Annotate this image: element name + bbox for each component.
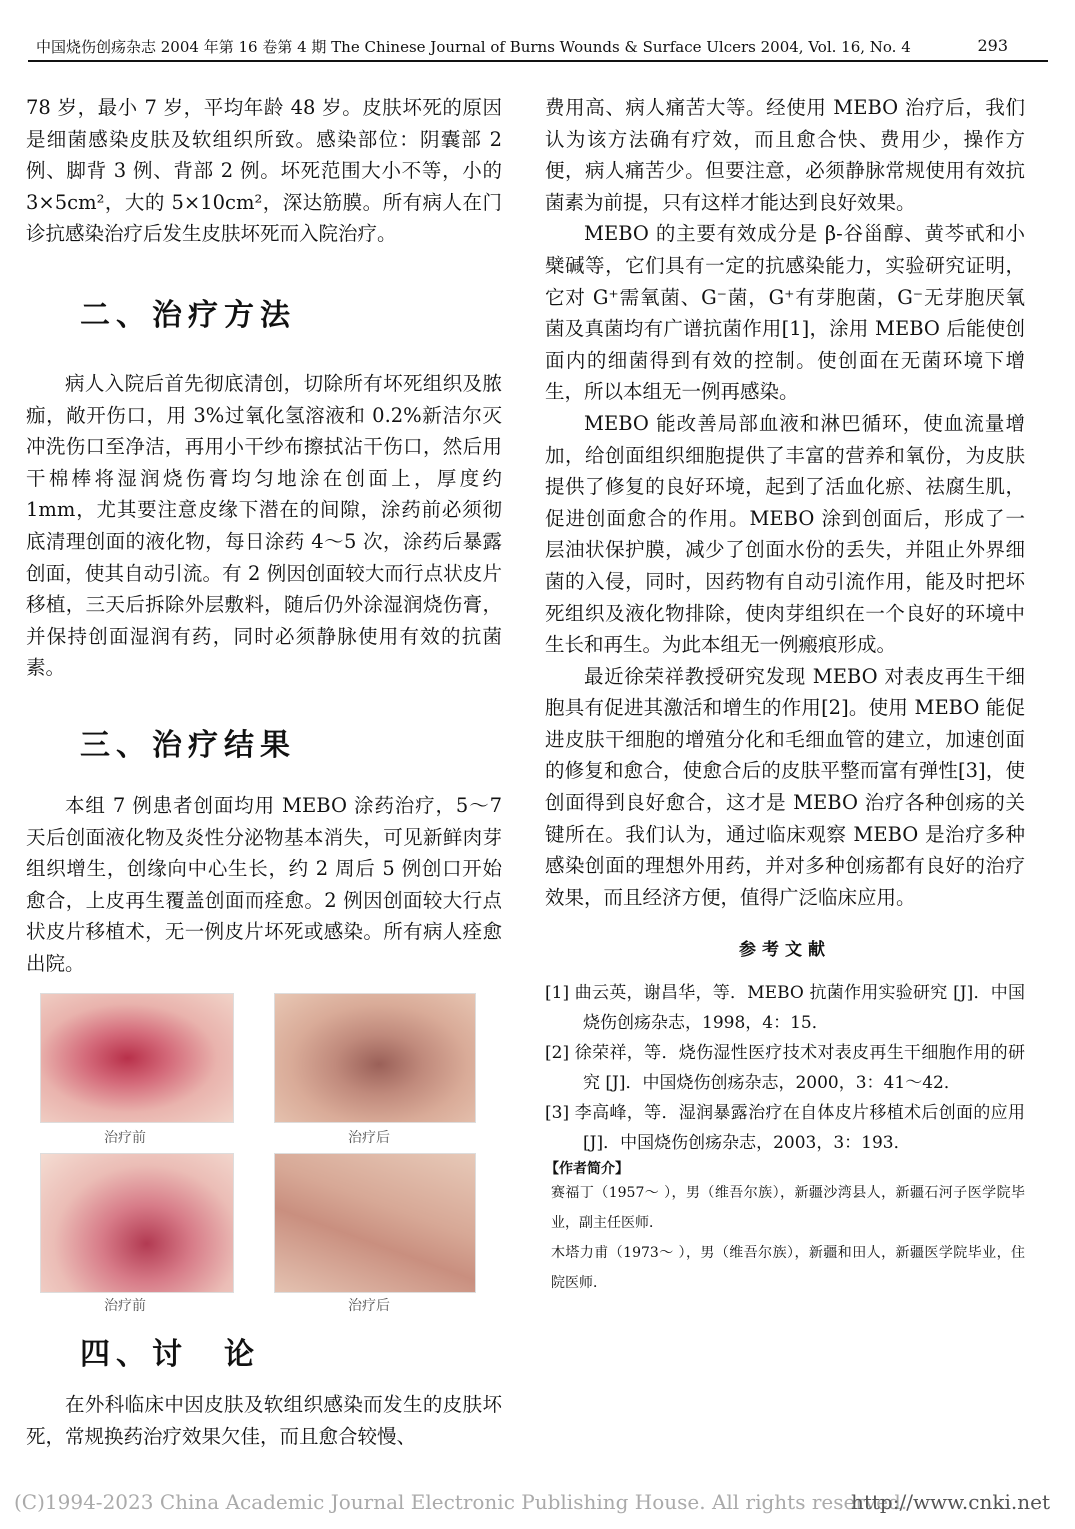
cnki-link[interactable]: http://www.cnki.net [850,1490,1050,1514]
caption-before-2: 治疗前 [104,1298,146,1315]
caption-after-1: 治疗后 [348,1130,390,1147]
section-4-paragraph: 在外科临床中因皮肤及软组织感染而发生的皮肤坏死，常规换药治疗效果欠佳，而且愈合较慢、 [26,1393,502,1449]
author-info-heading: 【作者简介】 [545,1161,629,1178]
caption-before-1: 治疗前 [104,1130,146,1147]
author-2: 木塔力甫（1973～ ），男（维吾尔族），新疆和田人，新疆医学院毕业，住院医师． [551,1245,1025,1292]
discussion-paragraph-1: 费用高、病人痛苦大等。经使用 MEBO 治疗后，我们认为该方法确有疗效，而且愈合快、费用少，操作方便，病人痛苦少。但要注意，必须静脉常规使用有效抗菌素为前提，只有这样才能达到良好效果。 [545,96,1025,214]
reference-1: [1] 曲云英，谢昌华，等．MEBO 抗菌作用实验研究 [J]．中国烧伤创疡杂志，1998，4：15． [545,983,1025,1034]
photo-before-2 [40,1153,234,1293]
section-3-paragraph: 本组 7 例患者创面均用 MEBO 涂药治疗，5～7 天后创面液化物及炎性分泌物基本消失，可见新鲜肉芽组织增生，创缘向中心生长，约 2 周后 5 例创口开始愈合，上皮再生覆盖创面而痊愈。2 例因创面较大行点状皮片移植术，无一例皮片坏死或感染。所有病人痊愈出院。 [26,793,502,975]
section-4-heading: 四、讨 论 [80,1337,260,1373]
section-3-heading: 三、治疗结果 [80,727,296,763]
reference-2: [2] 徐荣祥，等．烧伤湿性医疗技术对表皮再生干细胞作用的研究 [J]．中国烧伤创疡杂志，2000，3：41～42． [545,1043,1025,1094]
running-header [28,34,1048,62]
intro-paragraph: 78 岁，最小 7 岁，平均年龄 48 岁。皮肤坏死的原因是细菌感染皮肤及软组织所致。感染部位：阴囊部 2 例、脚背 3 例、背部 2 例。坏死范围大小不等，小的 3×5cm²，大的 5×10cm²，深达筋膜。所有病人在门诊抗感染治疗后发生皮肤坏死而入院治疗。 [26,96,502,246]
footer [14,1490,1064,1516]
references-heading: 参考文献 [739,940,831,961]
discussion-paragraph-3: MEBO 能改善局部血液和淋巴循环，使血流量增加，给创面组织细胞提供了丰富的营养和氧份，为皮肤提供了修复的良好环境，起到了活血化瘀、祛腐生肌，促进创面愈合的作用。MEBO 涂到创面后，形成了一层油状保护膜，减少了创面水份的丢失，并阻止外界细菌的入侵，同时，因药物有自动引流作用，能及时把坏死组织及液化物排除，使肉芽组织在一个良好的环境中生长和再生。为此本组无一例瘢痕形成。 [545,411,1025,657]
section-2-heading: 二、治疗方法 [80,297,296,333]
journal-citation: 中国烧伤创疡杂志 2004 年第 16 卷第 4 期 The Chinese Journal of Burns Wounds & Surface Ulcers 2004, Vol. 16, No. 4 [36,38,911,56]
caption-after-2: 治疗后 [348,1298,390,1315]
copyright-notice: (C)1994-2023 China Academic Journal Electronic Publishing House. All rights reserved. [14,1490,908,1514]
author-1: 赛福丁（1957～ ），男（维吾尔族），新疆沙湾县人，新疆石河子医学院毕业，副主任医师． [551,1185,1025,1232]
section-2-paragraph: 病人入院后首先彻底清创，切除所有坏死组织及脓痂，敞开伤口，用 3%过氧化氢溶液和 0.2%新洁尔灭冲洗伤口至净洁，再用小干纱布擦拭沾干伤口，然后用干棉棒将湿润烧伤膏均匀地涂在创面上，厚度约 1mm，尤其要注意皮缘下潜在的间隙，涂药前必须彻底清理创面的液化物，每日涂药 4～5 次，涂药后暴露创面，使其自动引流。有 2 例因创面较大而行点状皮片移植，三天后拆除外层敷料，随后仍外涂湿润烧伤膏，并保持创面湿润有药，同时必须静脉使用有效的抗菌素。 [26,371,502,680]
discussion-paragraph-4: 最近徐荣祥教授研究发现 MEBO 对表皮再生干细胞具有促进其激活和增生的作用[2]。使用 MEBO 能促进皮肤干细胞的增殖分化和毛细血管的建立，加速创面的修复和愈合，使愈合后的皮肤平整而富有弹性[3]，使创面得到良好愈合，这才是 MEBO 治疗各种创疡的关键所在。我们认为，通过临床观察 MEBO 是治疗多种感染创面的理想外用药，并对多种创疡都有良好的治疗效果，而且经济方便，值得广泛临床应用。 [545,664,1025,909]
photo-after-1 [274,993,476,1123]
discussion-paragraph-2: MEBO 的主要有效成分是 β-谷甾醇、黄芩甙和小檗碱等，它们具有一定的抗感染能力，实验研究证明，它对 G⁺需氧菌、G⁻菌，G⁺有芽胞菌，G⁻无芽胞厌氧菌及真菌均有广谱抗菌作用[1]，涂用 MEBO 后能使创面内的细菌得到有效的控制。使创面在无菌环境下增生，所以本组无一例再感染。 [545,222,1025,404]
reference-3: [3] 李高峰，等．湿润暴露治疗在自体皮片移植术后创面的应用 [J]．中国烧伤创疡杂志，2003，3：193． [545,1103,1025,1154]
page-number: 293 [977,36,1008,55]
left-column [26,92,502,1453]
right-column [545,92,1025,1298]
photo-after-2 [274,1153,476,1293]
clinical-photo-figure [38,993,498,1315]
photo-before-1 [40,993,234,1123]
